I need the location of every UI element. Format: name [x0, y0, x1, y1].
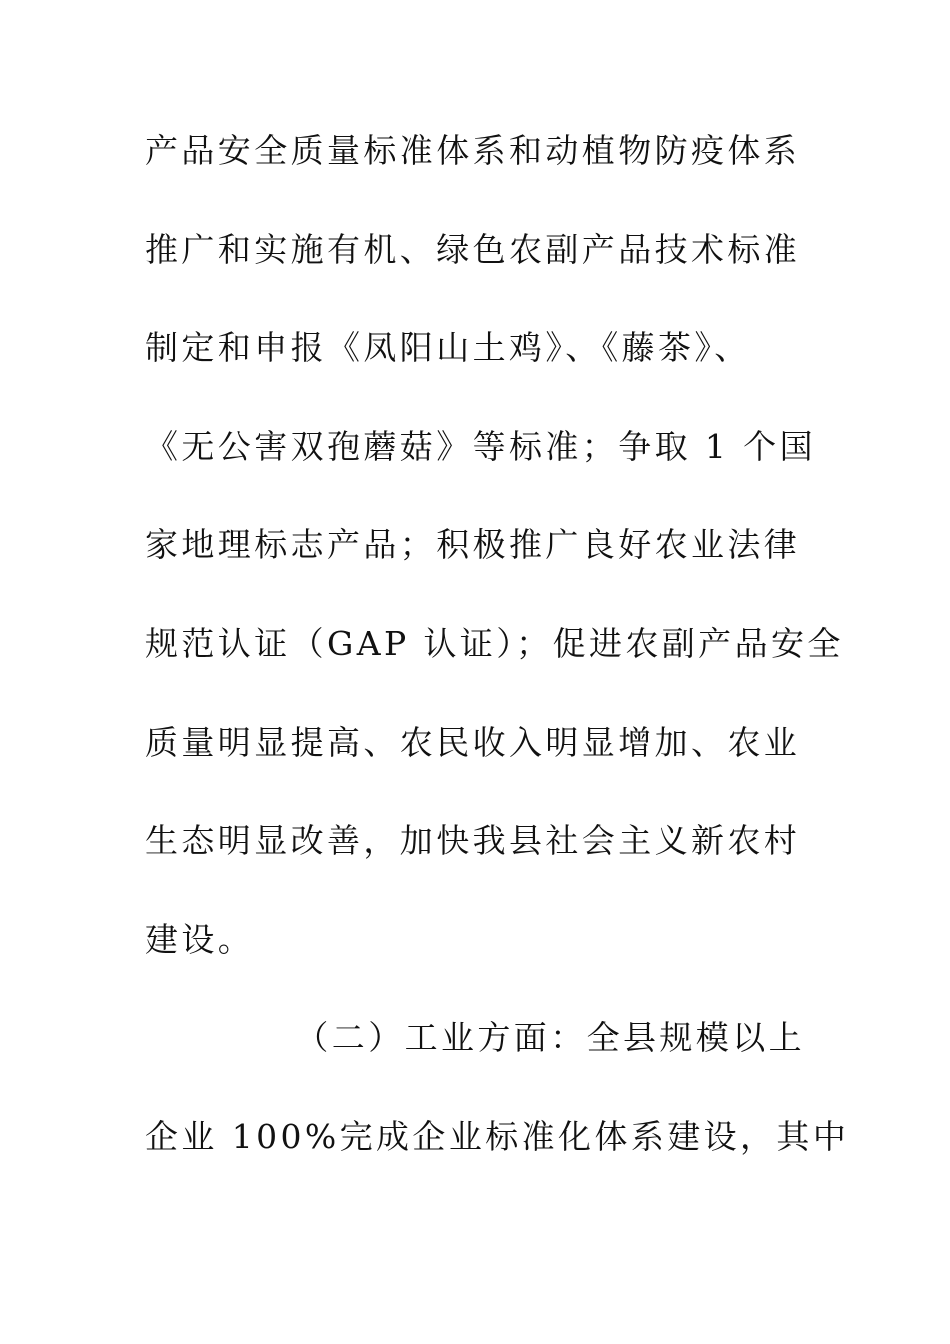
text-line-2: 推广和实施有机、绿色农副产品技术标准: [145, 229, 801, 269]
text-line-8: 生态明显改善，加快我县社会主义新农村: [145, 821, 801, 861]
text-line-5: 家地理标志产品；积极推广良好农业法律: [145, 525, 801, 565]
text-line-1: 产品安全质量标准体系和动植物防疫体系: [145, 131, 801, 170]
section-heading-industry: （二）工业方面：全县规模以上: [295, 1018, 805, 1058]
body-text: [145, 122, 850, 1207]
text-line-9: 建设。: [145, 919, 255, 959]
text-line-6: 规范认证（GAP 认证）；促进农副产品安全: [145, 623, 844, 663]
text-line-3: 制定和申报《凤阳山土鸡》、《藤茶》、: [145, 328, 751, 368]
text-line-7: 质量明显提高、农民收入明显增加、农业: [145, 722, 801, 762]
text-line-4: 《无公害双孢蘑菇》等标准；争取 1 个国: [145, 426, 816, 466]
text-line-11: 企业 100%完成企业标准化体系建设，其中: [145, 1116, 850, 1156]
